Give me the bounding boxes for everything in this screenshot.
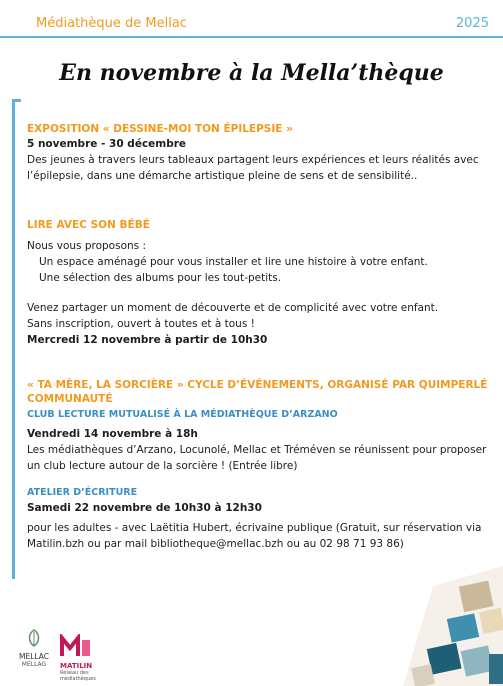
club-date: Vendredi 14 novembre à 18h: [27, 428, 198, 440]
bebe-heading: LIRE AVEC SON BÉBÉ: [27, 219, 150, 231]
atelier-text: pour les adultes - avec Laëtitia Hubert, écrivaine publique (Gratuit, sur réservation via Matilin.bzh ou par mail bibliotheque@mellac.bzh ou au 02 98 71 93 86): [27, 522, 482, 550]
bebe-invite: Venez partager un moment de découverte et de complicité avec votre enfant.: [27, 302, 439, 314]
header-divider: [0, 36, 503, 38]
side-bracket: [12, 99, 15, 579]
decorative-mosaic: [363, 566, 503, 686]
sorciere-heading: « TA MÈRE, LA SORCIÈRE » CYCLE D’ÉVÉNEMENTS, ORGANISÉ PAR QUIMPERLÉ COMMUNAUTÉ: [27, 379, 488, 405]
matilin-m-icon: [60, 634, 94, 658]
bebe-info: Sans inscription, ouvert à toutes et à tous !: [27, 318, 255, 330]
atelier-heading: ATELIER D’ÉCRITURE: [27, 487, 138, 498]
mellac-logo-text: MELLAC: [19, 652, 49, 661]
expo-text: Des jeunes à travers leurs tableaux partagent leurs expériences et leurs réalités avec l’épilepsie, dans une démarche artistique pleine de sens et de sensibilité..: [27, 154, 479, 182]
mellac-logo: [14, 628, 54, 668]
atelier-date: Samedi 22 novembre de 10h30 à 12h30: [27, 502, 262, 514]
club-heading: CLUB LECTURE MUTUALISÉ À LA MÉDIATHÈQUE D’ARZANO: [27, 409, 338, 420]
bebe-intro: Nous vous proposons :: [27, 240, 147, 252]
mellac-logo-subtext: MELLAG: [21, 661, 47, 668]
bebe-date: Mercredi 12 novembre à partir de 10h30: [27, 334, 268, 346]
leaf-icon: [24, 628, 44, 648]
year: 2025: [455, 16, 489, 31]
matilin-logo-text: MATILIN: [60, 662, 93, 670]
expo-dates: 5 novembre - 30 décembre: [27, 138, 187, 150]
sorciere-section: [27, 378, 489, 552]
page-title: En novembre à la Mella’thèque: [59, 60, 444, 86]
bebe-item: Un espace aménagé pour vous installer et lire une histoire à votre enfant.: [39, 256, 428, 268]
header: [0, 0, 503, 48]
bebe-section: [27, 218, 489, 348]
matilin-logo: [60, 634, 116, 682]
club-text: Les médiathèques d’Arzano, Locunolé, Mellac et Tréméven se réunissent pour proposer un club lecture autour de la sorcière ! (Entrée libre): [27, 444, 487, 472]
matilin-logo-subtext: Réseau des médiathèques: [60, 670, 96, 682]
expo-section: [27, 122, 489, 184]
expo-heading: EXPOSITION « DESSINE-MOI TON ÉPILEPSIE »: [27, 123, 293, 135]
bebe-item: Une sélection des albums pour les tout-petits.: [39, 272, 282, 284]
side-bracket-tick: [12, 99, 21, 102]
library-name: Médiathèque de Mellac: [36, 16, 187, 31]
